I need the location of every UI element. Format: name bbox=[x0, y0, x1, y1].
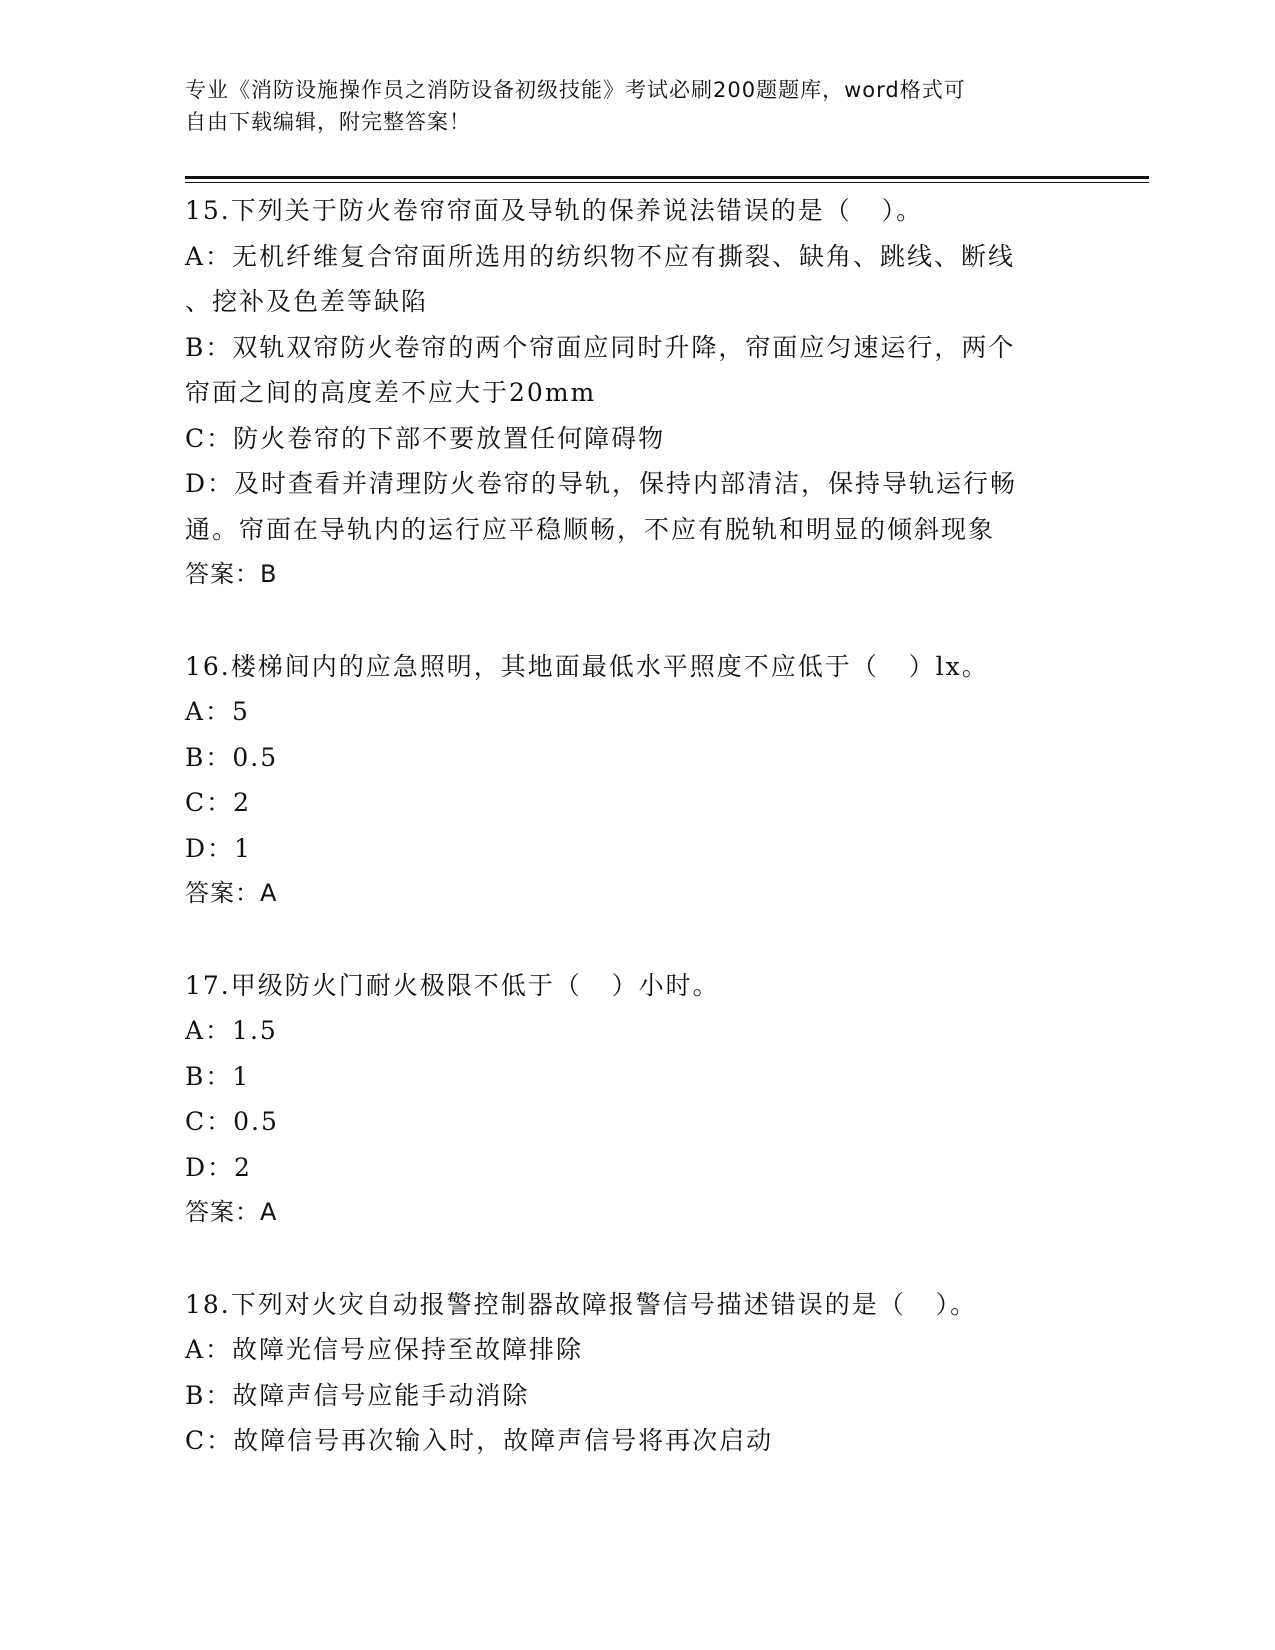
question-option: B：故障声信号应能手动消除 bbox=[185, 1380, 530, 1410]
question-stem: 18.下列对火灾自动报警控制器故障报警信号描述错误的是（ ）。 bbox=[185, 1289, 978, 1319]
question-option: D：1 bbox=[185, 833, 252, 863]
question-option: C：故障信号再次输入时，故障声信号将再次启动 bbox=[185, 1426, 774, 1455]
question-option: D：2 bbox=[185, 1152, 252, 1182]
question-stem: 15.下列关于防火卷帘帘面及导轨的保养说法错误的是（ ）。 bbox=[185, 196, 924, 225]
question-option: 、挖补及色差等缺陷 bbox=[185, 287, 429, 316]
question-stem: 17.甲级防火门耐火极限不低于（ ）小时。 bbox=[185, 970, 720, 1000]
question-stem: 16.楼梯间内的应急照明，其地面最低水平照度不应低于（ ）lx。 bbox=[185, 651, 989, 681]
header-line: 自由下载编辑，附完整答案！ bbox=[185, 110, 471, 134]
question-option: A：5 bbox=[185, 697, 250, 726]
question-option: B：双轨双帘防火卷帘的两个帘面应同时升降，帘面应匀速运行，两个 bbox=[185, 332, 1016, 362]
question-option: 帘面之间的高度差不应大于20mm bbox=[185, 378, 597, 407]
question-answer: 答案：B bbox=[185, 560, 278, 588]
question-option: C：0.5 bbox=[185, 1107, 279, 1136]
question-16 bbox=[185, 644, 1085, 917]
question-answer: 答案：A bbox=[185, 1198, 278, 1226]
question-option: A：1.5 bbox=[185, 1016, 278, 1045]
header-line: 专业《消防设施操作员之消防设备初级技能》考试必刷200题题库，word格式可 bbox=[185, 78, 966, 102]
question-option: A：无机纤维复合帘面所选用的纺织物不应有撕裂、缺角、跳线、断线 bbox=[185, 241, 1016, 271]
question-option: C：2 bbox=[185, 788, 252, 817]
question-option: C：防火卷帘的下部不要放置任何障碍物 bbox=[185, 423, 666, 453]
question-answer: 答案：A bbox=[185, 879, 278, 907]
question-18 bbox=[185, 1282, 1085, 1464]
question-option: A：故障光信号应保持至故障排除 bbox=[185, 1335, 584, 1364]
question-list bbox=[185, 188, 1085, 1510]
question-option: D：及时查看并清理防火卷帘的导轨，保持内部清洁，保持导轨运行畅 bbox=[185, 469, 1018, 498]
question-option: B：0.5 bbox=[185, 742, 279, 772]
question-17 bbox=[185, 963, 1085, 1236]
header-divider bbox=[185, 176, 1149, 179]
question-option: 通。帘面在导轨内的运行应平稳顺畅，不应有脱轨和明显的倾斜现象 bbox=[185, 514, 996, 544]
document-header bbox=[185, 74, 1065, 138]
question-option: B：1 bbox=[185, 1061, 251, 1091]
header-divider-thin bbox=[185, 182, 1149, 183]
question-15 bbox=[185, 188, 1085, 598]
